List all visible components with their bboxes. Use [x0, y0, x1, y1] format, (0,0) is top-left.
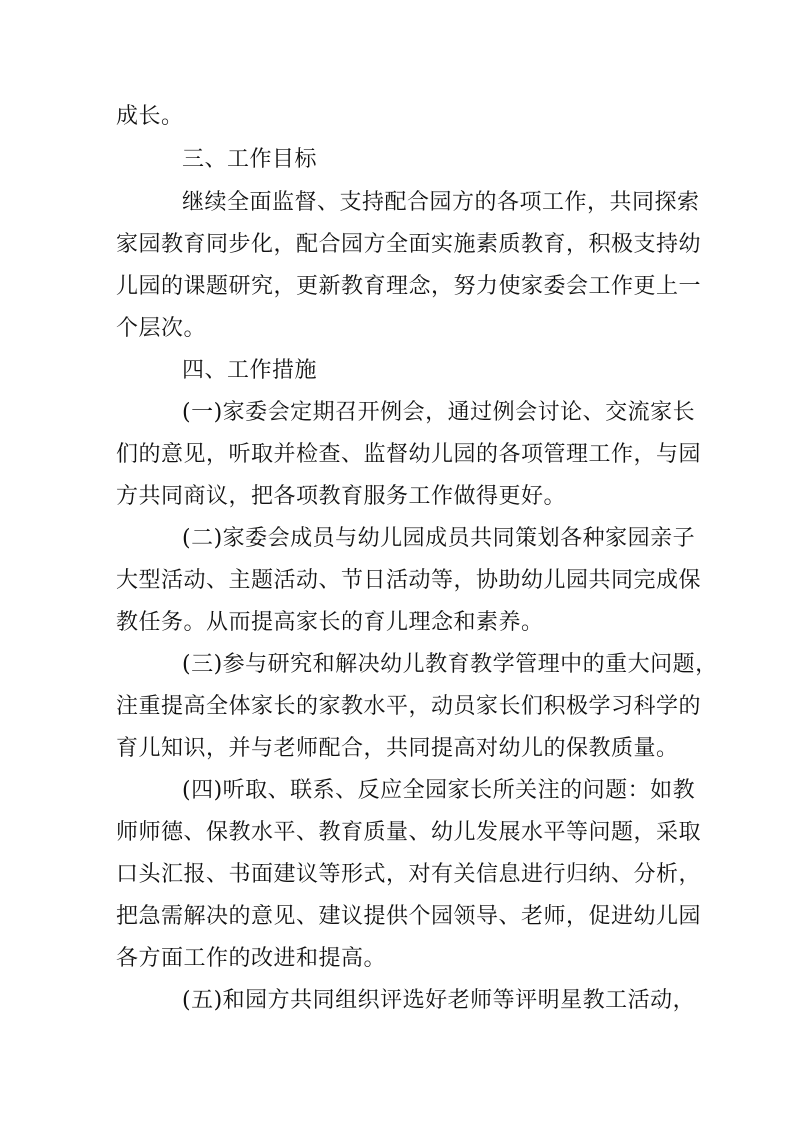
text-line: 大型活动、主题活动、节日活动等，协助幼儿园共同完成保	[116, 568, 702, 593]
text-line: 方共同商议，把各项教育服务工作做得更好。	[116, 484, 567, 509]
text-line: (五)和园方共同组织评选好老师等评明星教工活动，	[182, 988, 696, 1013]
text-line: 个层次。	[116, 316, 207, 341]
text-line: 教任务。从而提高家长的育儿理念和素养。	[116, 610, 544, 635]
text-line: 口头汇报、书面建议等形式，对有关信息进行归纳、分析，	[116, 862, 702, 887]
text-line: 把急需解决的意见、建议提供个园领导、老师，促进幼儿园	[116, 904, 702, 929]
text-line: (二)家委会成员与幼儿园成员共同策划各种家园亲子	[182, 526, 696, 551]
text-line: (四)听取、联系、反应全园家长所关注的问题：如教	[182, 778, 696, 803]
text-line: 育儿知识，并与老师配合，共同提高对幼儿的保教质量。	[116, 736, 679, 761]
text-line: (一)家委会定期召开例会，通过例会讨论、交流家长	[182, 400, 696, 425]
text-line: 继续全面监督、支持配合园方的各项工作，共同探索	[182, 190, 700, 215]
text-line: 各方面工作的改进和提高。	[116, 946, 387, 971]
text-line: 们的意见，听取并检查、监督幼儿园的各项管理工作，与园	[116, 442, 702, 467]
section-heading: 三、工作目标	[182, 147, 318, 172]
text-line: 注重提高全体家长的家教水平，动员家长们积极学习科学的	[116, 694, 702, 719]
text-line: 儿园的课题研究，更新教育理念，努力使家委会工作更上一	[116, 274, 702, 299]
section-heading: 四、工作措施	[182, 358, 318, 383]
text-line: (三)参与研究和解决幼儿教育教学管理中的重大问题，	[182, 652, 718, 677]
text-line: 成长。	[116, 104, 184, 129]
text-line: 师师德、保教水平、教育质量、幼儿发展水平等问题，采取	[116, 820, 702, 845]
text-line: 家园教育同步化，配合园方全面实施素质教育，积极支持幼	[116, 232, 702, 257]
